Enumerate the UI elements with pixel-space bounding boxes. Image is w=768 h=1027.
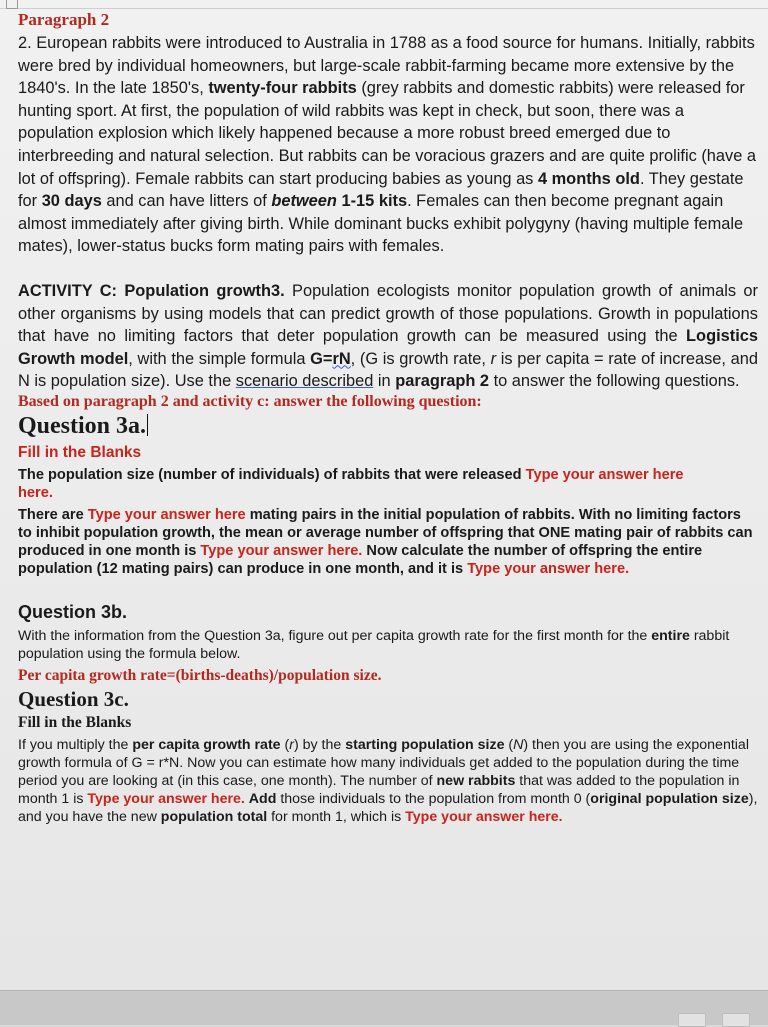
question-3a-title[interactable]: Question 3a. [18, 412, 147, 439]
q3c-answer-1[interactable]: Type your answer here. [87, 790, 245, 807]
formula-rn: rN [332, 349, 351, 368]
toolbar-handle-right[interactable] [722, 1013, 750, 1027]
q3a-paragraph: There are Type your answer here mating pairs in the initial population of rabbits. With no limiting factors to inhibit population growth, the mean or average number of offspring that ONE mating pair of rabbits can produced in one month is Type your answer here. Now calculate the number of offspring the entire population (12 mating pairs) can produce in one month, and it is Type your answer here. [18, 506, 753, 577]
activity-c-text: ACTIVITY C: Population growth3. Population ecologists monitor population growth of animals or other organisms by using models that can predict growth of those populations. Growth in populations that have no limiting factors that deter population growth can be measured using the Logistics Growth model, with the simple formula G=rN, (G is growth rate, r is per capita = rate of increase, and N is population size). Use the scenario described in paragraph 2 to answer the following questions. [18, 281, 759, 391]
q3a-answer-4[interactable]: Type your answer here. [467, 560, 630, 577]
scenario-link[interactable]: scenario described [235, 372, 374, 391]
activity-instruction: Based on paragraph 2 and activity c: answer the following question: [18, 392, 482, 410]
q3a-answer-2[interactable]: Type your answer here [87, 506, 246, 523]
paragraph-2-heading: Paragraph 2 [18, 10, 110, 29]
activity-c-label: ACTIVITY C: Population growth3. [18, 281, 285, 300]
q3a-answer-1-tail[interactable]: here. [18, 484, 53, 501]
question-3b-title: Question 3b. [18, 601, 128, 622]
q3b-formula: Per capita growth rate=(births-deaths)/population size. [18, 666, 382, 684]
bottom-toolbar [0, 990, 768, 1025]
text-cursor [147, 414, 148, 436]
q3a-answer-1[interactable]: Type your answer here [525, 466, 684, 483]
toolbar-handle-left[interactable] [678, 1013, 706, 1027]
q3b-text: With the information from the Question 3a, figure out per capita growth rate for the first month for the entire rabbit population using the formula below. [18, 627, 730, 662]
table-corner-marker [6, 0, 18, 9]
q3a-line-1: The population size (number of individuals) of rabbits that were released Type your answer here here. [18, 466, 684, 501]
q3c-fill-heading: Fill in the Blanks [18, 713, 132, 731]
q3a-fill-heading: Fill in the Blanks [18, 443, 142, 461]
document-content [18, 10, 758, 826]
q3c-answer-2[interactable]: Type your answer here. [405, 808, 563, 825]
page-top-border [0, 0, 768, 9]
question-3c-title: Question 3c. [18, 686, 129, 711]
q3c-text: If you multiply the per capita growth rate (r) by the starting population size (N) then you are using the exponential growth formula of G = r*N. Now you can estimate how many individuals get added to the population during the time period you are looking at (in this case, one month). The number of new rabbits that was added to the population in month 1 is Type your answer here. Add those individuals to the population from month 0 (original population size), and you have the new population total for month 1, which is Type your answer here. [18, 736, 758, 825]
q3a-answer-3[interactable]: Type your answer here. [200, 542, 363, 559]
paragraph-2-text: 2. European rabbits were introduced to Australia in 1788 as a food source for humans. Initially, rabbits were bred by individual homeowners, but large-scale rabbit-farming became more extensive by the 1840's. In the late 1850's, twenty-four rabbits (grey rabbits and domestic rabbits) were released for hunting sport. At first, the population of wild rabbits was kept in check, but soon, there was a population explosion which likely happened because a more robust breed emerged due to interbreeding and natural selection. But rabbits can be voracious grazers and are quite prolific (have a lot of offspring). Female rabbits can start producing babies as young as 4 months old. They gestate for 30 days and can have litters of between 1-15 kits. Females can then become pregnant again almost immediately after giving birth. While dominant bucks exhibit polygyny (having multiple female mates), lower-status bucks form mating pairs with females. [18, 34, 757, 256]
